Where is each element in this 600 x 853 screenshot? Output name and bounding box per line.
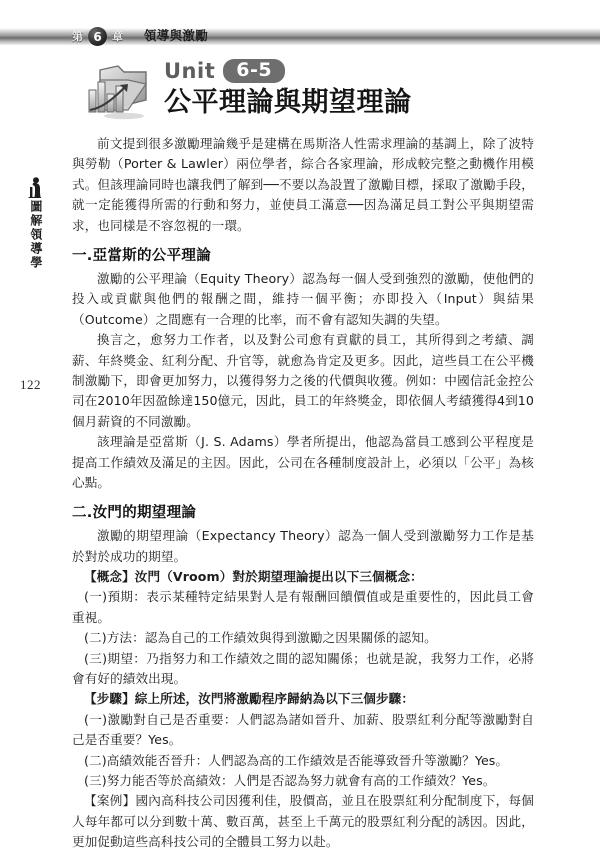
- section2-paragraph-1: 激勵的期望理論（Expectancy Theory）認為一個人受到激勵努力工作是基於對於成功的期望。: [72, 528, 534, 564]
- case-paragraph: 【案例】國內高科技公司因獲利佳，股價高，並且在股票紅利分配制度下，每個人每年都可以分到數十萬、數百萬，甚至上千萬元的股票紅利分配的誘因。因此，更加促動這些高科技公司的全體員工努力以赴。: [72, 793, 534, 850]
- chapter-title: 領導與激勵: [144, 28, 209, 44]
- intro-paragraph: 前文提到很多激勵理論幾乎是建構在馬斯洛人性需求理論的基調上，除了波特與勞勒（Porter & Lawler）兩位學者，綜合各家理論，形成較完整之動機作用模式。但該理論同時也讓我們了解到──不要以為設置了激勵目標，採取了激勵手段，就一定能獲得所需的行動和努力，並使員工滿意──因為滿足員工對公平與期望需求，也同樣是不容忽視的一環。: [72, 136, 534, 233]
- book-side-label: [22, 176, 48, 270]
- section1-paragraph-2: 換言之，愈努力工作者，以及對公司愈有貢獻的員工，其所得到之考績、調薪、年終獎金、紅利分配、升官等，就愈為肯定及更多。因此，這些員工在公平機制激勵下，即會更加努力，以獲得努力之後的代價與收獲。例如：中國信託金控公司在2010年因盈餘達150億元，因此，員工的年終獎金，即依個人考績獲得4到10個月薪資的不同激勵。: [72, 332, 534, 429]
- chapter-unit-word: 章: [112, 30, 123, 43]
- steps-intro: 【步驟】綜上所述，汝門將激勵程序歸納為以下三個步驟：: [84, 691, 415, 707]
- concept-item-3: (三)期望：乃指努力和工作績效之間的認知關係；也就是說，我努力工作，必將會有好的績效出現。: [72, 650, 534, 687]
- step-item-2: (二)高績效能否晉升：人們認為高的工作績效是否能導致晉升等激勵？Yes。: [84, 752, 509, 768]
- page-number: 122: [20, 377, 41, 392]
- person-silhouette-icon: [25, 176, 45, 198]
- unit-label: Unit: [164, 58, 216, 83]
- chart-folder-icon: [84, 60, 152, 122]
- unit-heading-block: [84, 58, 554, 126]
- concept-item-2: (二)方法：認為自己的工作績效與得到激勵之因果關係的認知。: [84, 630, 437, 646]
- section-heading-1: 一.亞當斯的公平理論: [72, 248, 212, 265]
- step-item-1: (一)激勵對自己是否重要：人們認為諸如晉升、加薪、股票紅利分配等激勵對自己是否重要？Yes。: [72, 711, 534, 748]
- unit-number-badge: 6-5: [223, 59, 285, 84]
- section-heading-2: 二.汝門的期望理論: [72, 505, 197, 522]
- unit-text-group: [164, 58, 412, 118]
- chapter-number-badge: 6: [88, 27, 107, 46]
- book-title-vertical: 圖解領導學: [28, 200, 43, 270]
- section1-paragraph-3: 該理論是亞當斯（J. S. Adams）學者所提出，他認為當員工感到公平程度是提高工作績效及滿足的主因。因此，公司在各種制度設計上，必須以「公平」為核心點。: [72, 434, 534, 490]
- unit-label-row: [164, 58, 412, 84]
- chapter-header-label: [72, 25, 208, 48]
- chapter-word: 第: [72, 30, 83, 43]
- unit-title: 公平理論與期望理論: [164, 87, 412, 118]
- section1-paragraph-1: 激勵的公平理論（Equity Theory）認為每一個人受到強烈的激勵，使他們的投入或貢獻與他們的報酬之間，維持一個平衡；亦即投入（Input）與結果（Outcome）之間應有一合理的比率，而不會有認知失調的失望。: [72, 270, 534, 327]
- concept-item-1: (一)預期：表示某種特定結果對人是有報酬回饋價值或是重要性的，因此員工會重視。: [72, 589, 534, 625]
- concept-intro: 【概念】汝門（Vroom）對於期望理論提出以下三個概念：: [84, 569, 423, 584]
- page-content: [72, 134, 534, 853]
- step-item-3: (三)努力能否等於高績效：人們是否認為努力就會有高的工作績效？Yes。: [84, 773, 496, 789]
